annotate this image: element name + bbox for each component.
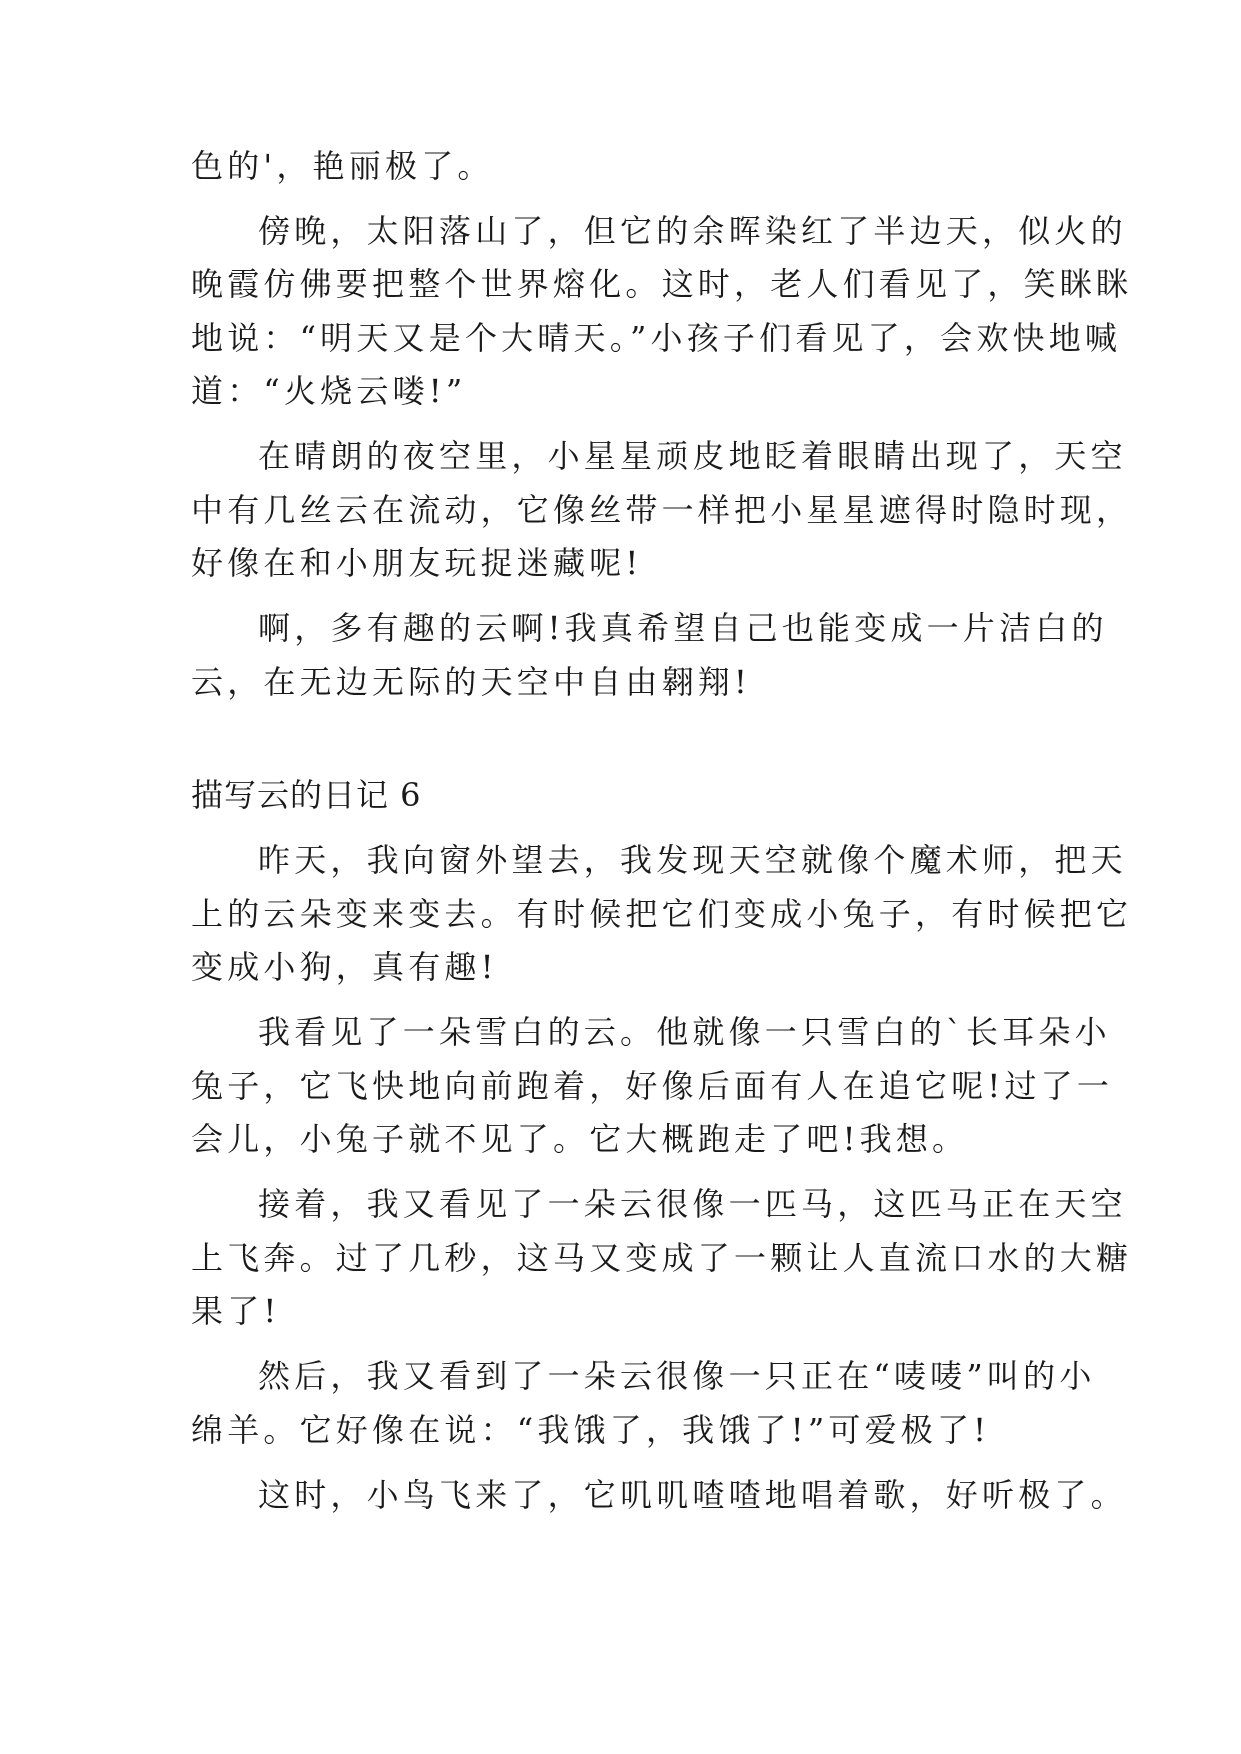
text-line: 果了! [191,1292,281,1330]
text-line: 晚霞仿佛要把整个世界熔化。这时，老人们看见了，笑眯眯 [191,265,1133,303]
text-line: 云，在无边无际的天空中自由翱翔! [191,663,752,701]
paragraph-first-line: 接着，我又看见了一朵云很像一匹马，这匹马正在天空 [258,1185,1127,1223]
paragraph-first-line: 啊，多有趣的云啊!我真希望自己也能变成一片洁白的 [258,609,1108,647]
text-line: 色的'，艳丽极了。 [191,147,494,185]
text-line: 上的云朵变来变去。有时候把它们变成小兔子，有时候把它 [191,895,1133,933]
text-line: 绵羊。它好像在说：“我饿了，我饿了!”可爱极了! [191,1411,991,1449]
text-line: 道：“火烧云喽!” [191,372,467,410]
paragraph-first-line: 昨天，我向窗外望去，我发现天空就像个魔术师，把天 [258,841,1127,879]
text-line: 变成小狗，真有趣! [191,948,498,986]
text-line: 中有几丝云在流动，它像丝带一样把小星星遮得时隐时现， [191,491,1133,529]
paragraph-first-line: 我看见了一朵雪白的云。他就像一只雪白的`长耳朵小 [258,1013,1111,1051]
section-heading: 描写云的日记 6 [191,776,422,814]
paragraph-first-line: 然后，我又看到了一朵云很像一只正在“唛唛”叫的小 [258,1357,1096,1395]
paragraph-first-line: 傍晚，太阳落山了，但它的余晖染红了半边天，似火的 [258,212,1127,250]
text-line: 好像在和小朋友玩捉迷藏呢! [191,544,643,582]
text-line: 地说：“明天又是个大晴天。”小孩子们看见了，会欢快地喊 [191,319,1122,357]
paragraph-first-line: 这时，小鸟飞来了，它叽叽喳喳地唱着歌，好听极了。 [258,1476,1127,1514]
text-line: 上飞奔。过了几秒，这马又变成了一颗让人直流口水的大糖 [191,1239,1133,1277]
text-line: 会儿，小兔子就不见了。它大概跑走了吧!我想。 [191,1120,969,1158]
paragraph-first-line: 在晴朗的夜空里，小星星顽皮地眨着眼睛出现了，天空 [258,437,1127,475]
text-line: 兔子，它飞快地向前跑着，好像后面有人在追它呢!过了一 [191,1067,1114,1105]
